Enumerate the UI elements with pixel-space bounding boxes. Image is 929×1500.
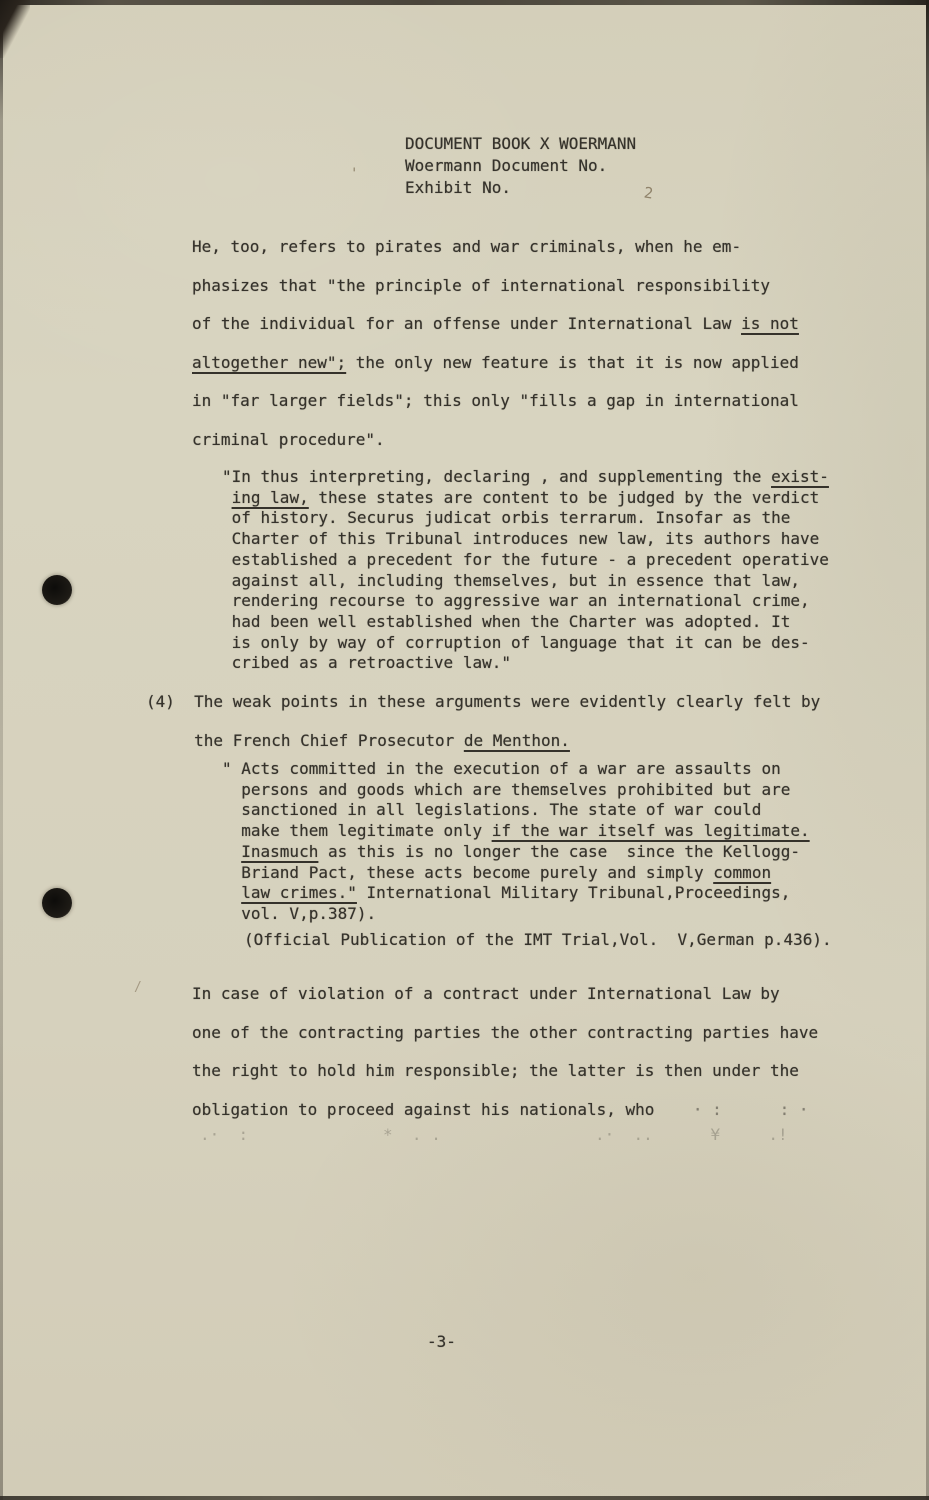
- text-line: [222, 780, 810, 801]
- text-line: [222, 904, 810, 925]
- text-line: [222, 883, 810, 904]
- text-line: [222, 508, 829, 529]
- text-line: [222, 550, 829, 571]
- text-segment: [222, 842, 241, 861]
- typewriter-smudge-row: [200, 1125, 788, 1146]
- text-line: [222, 863, 810, 884]
- text-line: [222, 467, 829, 488]
- text-segment: vol. V,p.387).: [222, 903, 377, 923]
- text-line: [222, 488, 829, 509]
- text-segment: rendering recourse to aggressive war an international crime,: [222, 591, 810, 611]
- text-line: [192, 228, 799, 267]
- text-segment: "In thus interpreting, declaring , and supplementing the: [222, 467, 772, 486]
- underlined-text-segment: de Menthon.: [463, 730, 570, 750]
- underlined-text-segment: ing law,: [231, 487, 309, 507]
- text-segment: Woermann Document No.: [405, 156, 608, 175]
- text-segment: criminal procedure".: [192, 429, 385, 449]
- text-line: [222, 633, 829, 654]
- paragraph-point-4: [146, 683, 820, 760]
- stray-tick-mark: ': [350, 166, 359, 182]
- text-segment: Charter of this Tribunal introduces new law, its authors have: [222, 529, 820, 549]
- text-segment: against all, including themselves, but in essence that law,: [222, 570, 800, 590]
- stray-slash-mark: /: [134, 980, 142, 995]
- text-line: [405, 155, 636, 177]
- text-segment: the French Chief Prosecutor: [146, 730, 464, 750]
- text-segment: cribed as a retroactive law.": [222, 653, 511, 673]
- text-segment: International Military Tribunal,Proceedings,: [356, 883, 791, 903]
- page-number: [427, 1332, 456, 1351]
- text-segment: the only new feature is that it is now applied: [346, 352, 799, 372]
- text-segment: make them legitimate only: [222, 821, 492, 841]
- paragraph-intro: [192, 228, 799, 460]
- text-line: [222, 591, 829, 612]
- underlined-text-segment: exist-: [771, 467, 829, 486]
- text-line: [222, 571, 829, 592]
- text-segment: these states are content to be judged by the verdict: [308, 487, 820, 507]
- text-segment: obligation to proceed against his nationals, who: [192, 1099, 655, 1119]
- text-line: [192, 267, 799, 306]
- text-segment: had been well established when the Charter was adopted. It: [222, 611, 791, 631]
- text-segment: [222, 883, 241, 902]
- punch-hole-top: [42, 575, 72, 605]
- text-segment: in "far larger fields"; this only "fills a gap in international: [192, 391, 799, 411]
- text-segment: [222, 488, 232, 507]
- text-line: [192, 1091, 818, 1130]
- text-segment: the right to hold him responsible; the latter is then under the: [192, 1061, 799, 1081]
- text-segment: phasizes that "the principle of international responsibility: [192, 275, 770, 295]
- text-segment: Exhibit No.: [405, 178, 511, 197]
- text-segment: " Acts committed in the execution of a war are assaults on: [222, 759, 781, 778]
- paragraph-contract-violation: [192, 975, 818, 1129]
- text-line: [222, 759, 810, 780]
- text-line: [222, 842, 810, 863]
- text-line: [146, 722, 820, 761]
- text-segment: DOCUMENT BOOK X WOERMANN: [405, 134, 637, 153]
- text-line: [192, 1014, 818, 1053]
- handwritten-mark-2: 2: [642, 183, 655, 203]
- scan-edge-top: [0, 0, 929, 5]
- citation-line: [244, 930, 832, 951]
- text-line: [222, 800, 810, 821]
- text-line: [405, 133, 636, 155]
- underlined-text-segment: altogether new";: [192, 352, 347, 372]
- text-segment: · : : ·: [654, 1099, 809, 1119]
- text-line: [146, 683, 820, 722]
- text-segment: (4) The weak points in these arguments were evidently clearly felt by: [146, 692, 821, 711]
- document-header: [405, 133, 636, 199]
- text-line: [192, 382, 799, 421]
- text-segment: (Official Publication of the IMT Trial,Vol. V,German p.436).: [244, 930, 832, 949]
- text-line: [192, 344, 799, 383]
- text-line: [222, 612, 829, 633]
- text-segment: persons and goods which are themselves prohibited but are: [222, 779, 791, 799]
- underlined-text-segment: if the war itself was legitimate.: [491, 821, 810, 841]
- underlined-text-segment: law crimes.": [241, 883, 357, 903]
- text-line: [192, 421, 799, 460]
- text-segment: of history. Securus judicat orbis terrarum. Insofar as the: [222, 508, 791, 528]
- text-segment: He, too, refers to pirates and war criminals, when he em-: [192, 237, 742, 256]
- text-line: [192, 1052, 818, 1091]
- punch-hole-bottom: [42, 888, 72, 918]
- text-line: [192, 305, 799, 344]
- text-segment: sanctioned in all legislations. The state of war could: [222, 800, 762, 820]
- text-segment: established a precedent for the future - a precedent operative: [222, 549, 829, 569]
- text-segment: Briand Pact, these acts become purely and simply: [222, 862, 714, 882]
- underlined-text-segment: common: [713, 862, 772, 882]
- text-line: [405, 177, 636, 199]
- scan-edge-bottom: [0, 1496, 929, 1500]
- scan-corner-artifact: [0, 0, 30, 58]
- underlined-text-segment: is not: [741, 314, 799, 334]
- text-segment: as this is no longer the case since the Kellogg-: [318, 841, 800, 861]
- text-line: [200, 1125, 788, 1146]
- scan-edge-left: [0, 0, 3, 1500]
- blockquote-tribunal-charter: [222, 467, 829, 674]
- text-segment: one of the contracting parties the other contracting parties have: [192, 1022, 819, 1042]
- text-line: [222, 529, 829, 550]
- text-segment: In case of violation of a contract under International Law by: [192, 984, 780, 1003]
- text-line: [222, 653, 829, 674]
- text-line: [427, 1332, 456, 1351]
- underlined-text-segment: Inasmuch: [241, 841, 319, 861]
- text-line: [192, 975, 818, 1014]
- text-segment: .· : * . . .· .. ¥ .!: [200, 1125, 788, 1144]
- text-segment: of the individual for an offense under International Law: [192, 314, 742, 334]
- text-line: [222, 821, 810, 842]
- text-segment: is only by way of corruption of language that it can be des-: [222, 632, 810, 652]
- text-segment: -3-: [427, 1332, 456, 1351]
- text-line: [244, 930, 832, 951]
- blockquote-de-menthon: [222, 759, 810, 925]
